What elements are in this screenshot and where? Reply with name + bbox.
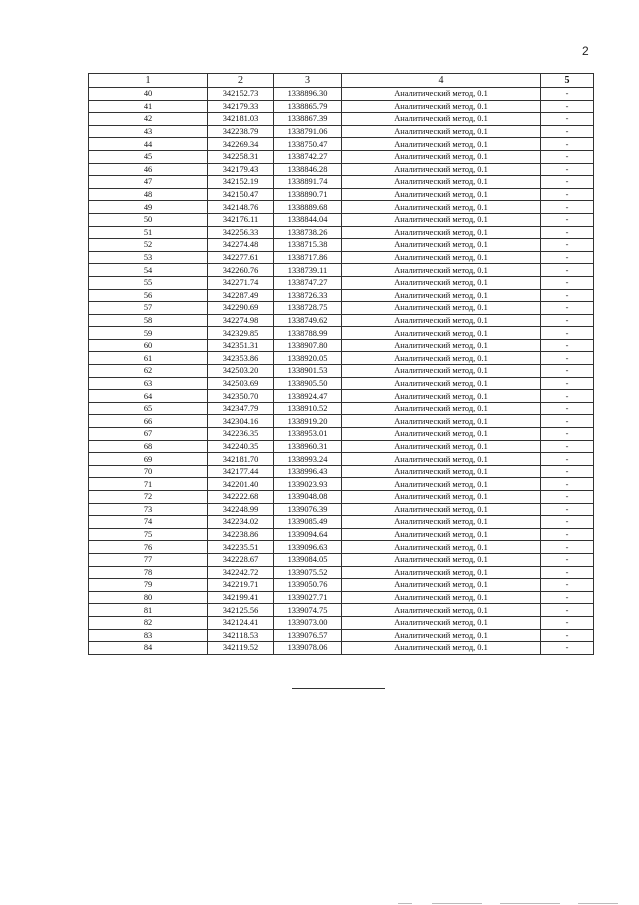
cell-col-5: -	[541, 188, 594, 201]
cell-x-coordinate: 342124.41	[208, 616, 274, 629]
cell-method: Аналитический метод, 0.1	[342, 188, 541, 201]
cell-method: Аналитический метод, 0.1	[342, 213, 541, 226]
table-row	[89, 616, 594, 629]
cell-method: Аналитический метод, 0.1	[342, 428, 541, 441]
cell-point-number: 58	[89, 314, 208, 327]
cell-point-number: 72	[89, 491, 208, 504]
cell-y-coordinate: 1339085.49	[274, 516, 342, 529]
header-col-5: 5	[541, 74, 594, 88]
cell-x-coordinate: 342119.52	[208, 642, 274, 655]
cell-col-5: -	[541, 465, 594, 478]
table-row	[89, 415, 594, 428]
table-row	[89, 125, 594, 138]
cell-x-coordinate: 342179.43	[208, 163, 274, 176]
table-row	[89, 289, 594, 302]
cell-col-5: -	[541, 579, 594, 592]
cell-y-coordinate: 1339075.52	[274, 566, 342, 579]
cell-y-coordinate: 1338889.68	[274, 201, 342, 214]
cell-point-number: 70	[89, 465, 208, 478]
cell-method: Аналитический метод, 0.1	[342, 239, 541, 252]
cell-col-5: -	[541, 491, 594, 504]
cell-x-coordinate: 342199.41	[208, 591, 274, 604]
cell-col-5: -	[541, 453, 594, 466]
cell-col-5: -	[541, 541, 594, 554]
table-row	[89, 276, 594, 289]
cell-y-coordinate: 1338891.74	[274, 176, 342, 189]
cell-y-coordinate: 1338726.33	[274, 289, 342, 302]
cell-col-5: -	[541, 138, 594, 151]
cell-y-coordinate: 1338924.47	[274, 390, 342, 403]
cell-method: Аналитический метод, 0.1	[342, 314, 541, 327]
cell-method: Аналитический метод, 0.1	[342, 113, 541, 126]
cell-method: Аналитический метод, 0.1	[342, 226, 541, 239]
cell-x-coordinate: 342290.69	[208, 302, 274, 315]
cell-col-5: -	[541, 276, 594, 289]
cell-x-coordinate: 342228.67	[208, 553, 274, 566]
cell-method: Аналитический метод, 0.1	[342, 528, 541, 541]
cell-x-coordinate: 342181.03	[208, 113, 274, 126]
cell-point-number: 46	[89, 163, 208, 176]
cell-col-5: -	[541, 629, 594, 642]
cell-point-number: 52	[89, 239, 208, 252]
cell-y-coordinate: 1338846.28	[274, 163, 342, 176]
cell-x-coordinate: 342353.86	[208, 352, 274, 365]
cell-method: Аналитический метод, 0.1	[342, 415, 541, 428]
cell-method: Аналитический метод, 0.1	[342, 579, 541, 592]
table-row	[89, 201, 594, 214]
table-row	[89, 163, 594, 176]
cell-y-coordinate: 1338996.43	[274, 465, 342, 478]
cell-point-number: 53	[89, 251, 208, 264]
header-y-coordinate: 3	[274, 74, 342, 88]
cell-y-coordinate: 1338901.53	[274, 365, 342, 378]
table-row	[89, 516, 594, 529]
cell-y-coordinate: 1338747.27	[274, 276, 342, 289]
cell-point-number: 57	[89, 302, 208, 315]
cell-x-coordinate: 342236.35	[208, 428, 274, 441]
cell-x-coordinate: 342256.33	[208, 226, 274, 239]
table-row	[89, 113, 594, 126]
cell-method: Аналитический метод, 0.1	[342, 302, 541, 315]
cell-col-5: -	[541, 339, 594, 352]
table-row	[89, 478, 594, 491]
table-row	[89, 377, 594, 390]
cell-x-coordinate: 342240.35	[208, 440, 274, 453]
cell-method: Аналитический метод, 0.1	[342, 327, 541, 340]
cell-point-number: 84	[89, 642, 208, 655]
cell-col-5: -	[541, 604, 594, 617]
cell-x-coordinate: 342248.99	[208, 503, 274, 516]
cell-method: Аналитический метод, 0.1	[342, 163, 541, 176]
cell-point-number: 61	[89, 352, 208, 365]
cell-y-coordinate: 1338919.20	[274, 415, 342, 428]
cell-x-coordinate: 342503.69	[208, 377, 274, 390]
header-x-coordinate: 2	[208, 74, 274, 88]
cell-method: Аналитический метод, 0.1	[342, 377, 541, 390]
footer-divider	[292, 688, 385, 689]
cell-method: Аналитический метод, 0.1	[342, 616, 541, 629]
table-row	[89, 339, 594, 352]
table-row	[89, 541, 594, 554]
cell-method: Аналитический метод, 0.1	[342, 440, 541, 453]
cell-method: Аналитический метод, 0.1	[342, 465, 541, 478]
cell-method: Аналитический метод, 0.1	[342, 251, 541, 264]
cell-x-coordinate: 342176.11	[208, 213, 274, 226]
cell-method: Аналитический метод, 0.1	[342, 553, 541, 566]
cell-point-number: 75	[89, 528, 208, 541]
cell-col-5: -	[541, 213, 594, 226]
cell-point-number: 79	[89, 579, 208, 592]
cell-y-coordinate: 1339078.06	[274, 642, 342, 655]
cell-point-number: 59	[89, 327, 208, 340]
cell-y-coordinate: 1339096.63	[274, 541, 342, 554]
cell-col-5: -	[541, 176, 594, 189]
cell-point-number: 48	[89, 188, 208, 201]
cell-y-coordinate: 1339076.39	[274, 503, 342, 516]
cell-point-number: 73	[89, 503, 208, 516]
cell-y-coordinate: 1338896.30	[274, 88, 342, 101]
cell-method: Аналитический метод, 0.1	[342, 503, 541, 516]
cell-y-coordinate: 1338890.71	[274, 188, 342, 201]
cell-x-coordinate: 342234.02	[208, 516, 274, 529]
cell-x-coordinate: 342238.79	[208, 125, 274, 138]
cell-col-5: -	[541, 327, 594, 340]
cell-point-number: 81	[89, 604, 208, 617]
cell-method: Аналитический метод, 0.1	[342, 276, 541, 289]
cell-x-coordinate: 342222.68	[208, 491, 274, 504]
table-row	[89, 528, 594, 541]
table-row	[89, 213, 594, 226]
cell-col-5: -	[541, 428, 594, 441]
header-point-number: 1	[89, 74, 208, 88]
cell-x-coordinate: 342277.61	[208, 251, 274, 264]
cell-method: Аналитический метод, 0.1	[342, 201, 541, 214]
cell-col-5: -	[541, 163, 594, 176]
cell-x-coordinate: 342258.31	[208, 150, 274, 163]
table-row	[89, 440, 594, 453]
cell-x-coordinate: 342125.56	[208, 604, 274, 617]
cell-method: Аналитический метод, 0.1	[342, 541, 541, 554]
table-row	[89, 491, 594, 504]
table-row	[89, 150, 594, 163]
scan-artifact-line	[578, 903, 618, 904]
header-row	[89, 74, 594, 88]
table-row	[89, 239, 594, 252]
cell-method: Аналитический метод, 0.1	[342, 339, 541, 352]
coordinates-table	[88, 73, 594, 655]
cell-method: Аналитический метод, 0.1	[342, 289, 541, 302]
cell-x-coordinate: 342235.51	[208, 541, 274, 554]
cell-method: Аналитический метод, 0.1	[342, 150, 541, 163]
table-row	[89, 553, 594, 566]
cell-col-5: -	[541, 591, 594, 604]
cell-point-number: 74	[89, 516, 208, 529]
cell-method: Аналитический метод, 0.1	[342, 125, 541, 138]
table-row	[89, 604, 594, 617]
cell-col-5: -	[541, 113, 594, 126]
cell-point-number: 78	[89, 566, 208, 579]
table-row	[89, 579, 594, 592]
scan-artifact-line	[500, 903, 560, 904]
table-row	[89, 428, 594, 441]
cell-col-5: -	[541, 289, 594, 302]
cell-y-coordinate: 1338738.26	[274, 226, 342, 239]
table-row	[89, 453, 594, 466]
cell-col-5: -	[541, 478, 594, 491]
table-row	[89, 176, 594, 189]
cell-x-coordinate: 342238.86	[208, 528, 274, 541]
cell-point-number: 56	[89, 289, 208, 302]
cell-col-5: -	[541, 616, 594, 629]
table-row	[89, 100, 594, 113]
cell-point-number: 63	[89, 377, 208, 390]
cell-point-number: 50	[89, 213, 208, 226]
cell-method: Аналитический метод, 0.1	[342, 138, 541, 151]
table-row	[89, 390, 594, 403]
cell-method: Аналитический метод, 0.1	[342, 566, 541, 579]
cell-col-5: -	[541, 352, 594, 365]
cell-method: Аналитический метод, 0.1	[342, 352, 541, 365]
cell-method: Аналитический метод, 0.1	[342, 591, 541, 604]
cell-point-number: 83	[89, 629, 208, 642]
cell-point-number: 80	[89, 591, 208, 604]
table-row	[89, 314, 594, 327]
cell-y-coordinate: 1339050.76	[274, 579, 342, 592]
table-row	[89, 352, 594, 365]
cell-col-5: -	[541, 100, 594, 113]
cell-y-coordinate: 1339094.64	[274, 528, 342, 541]
cell-y-coordinate: 1338905.50	[274, 377, 342, 390]
cell-x-coordinate: 342274.98	[208, 314, 274, 327]
cell-method: Аналитический метод, 0.1	[342, 629, 541, 642]
cell-y-coordinate: 1338867.39	[274, 113, 342, 126]
cell-method: Аналитический метод, 0.1	[342, 100, 541, 113]
table-row	[89, 327, 594, 340]
cell-x-coordinate: 342271.74	[208, 276, 274, 289]
cell-col-5: -	[541, 314, 594, 327]
cell-y-coordinate: 1338717.86	[274, 251, 342, 264]
cell-col-5: -	[541, 503, 594, 516]
cell-x-coordinate: 342287.49	[208, 289, 274, 302]
cell-col-5: -	[541, 516, 594, 529]
cell-point-number: 71	[89, 478, 208, 491]
cell-x-coordinate: 342347.79	[208, 402, 274, 415]
cell-x-coordinate: 342150.47	[208, 188, 274, 201]
cell-y-coordinate: 1338993.24	[274, 453, 342, 466]
cell-point-number: 82	[89, 616, 208, 629]
scan-artifact-line	[432, 903, 482, 904]
table-header	[89, 74, 594, 88]
cell-y-coordinate: 1338907.80	[274, 339, 342, 352]
cell-point-number: 45	[89, 150, 208, 163]
cell-x-coordinate: 342329.85	[208, 327, 274, 340]
cell-y-coordinate: 1338749.62	[274, 314, 342, 327]
cell-point-number: 66	[89, 415, 208, 428]
table-row	[89, 264, 594, 277]
cell-y-coordinate: 1339073.00	[274, 616, 342, 629]
cell-col-5: -	[541, 642, 594, 655]
cell-point-number: 65	[89, 402, 208, 415]
cell-x-coordinate: 342350.70	[208, 390, 274, 403]
cell-point-number: 43	[89, 125, 208, 138]
cell-point-number: 60	[89, 339, 208, 352]
cell-y-coordinate: 1338750.47	[274, 138, 342, 151]
cell-col-5: -	[541, 440, 594, 453]
cell-point-number: 67	[89, 428, 208, 441]
cell-point-number: 69	[89, 453, 208, 466]
cell-point-number: 68	[89, 440, 208, 453]
cell-x-coordinate: 342219.71	[208, 579, 274, 592]
table-row	[89, 566, 594, 579]
cell-point-number: 41	[89, 100, 208, 113]
cell-method: Аналитический метод, 0.1	[342, 478, 541, 491]
cell-point-number: 44	[89, 138, 208, 151]
cell-x-coordinate: 342177.44	[208, 465, 274, 478]
cell-col-5: -	[541, 201, 594, 214]
cell-method: Аналитический метод, 0.1	[342, 642, 541, 655]
cell-y-coordinate: 1339048.08	[274, 491, 342, 504]
cell-x-coordinate: 342351.31	[208, 339, 274, 352]
cell-method: Аналитический метод, 0.1	[342, 402, 541, 415]
cell-point-number: 49	[89, 201, 208, 214]
table-row	[89, 465, 594, 478]
cell-col-5: -	[541, 365, 594, 378]
cell-point-number: 51	[89, 226, 208, 239]
cell-method: Аналитический метод, 0.1	[342, 88, 541, 101]
cell-col-5: -	[541, 415, 594, 428]
cell-col-5: -	[541, 302, 594, 315]
cell-point-number: 77	[89, 553, 208, 566]
scan-artifact-line	[398, 903, 412, 904]
cell-method: Аналитический метод, 0.1	[342, 176, 541, 189]
cell-col-5: -	[541, 553, 594, 566]
cell-col-5: -	[541, 226, 594, 239]
table-row	[89, 138, 594, 151]
table-row	[89, 251, 594, 264]
cell-col-5: -	[541, 150, 594, 163]
cell-y-coordinate: 1338728.75	[274, 302, 342, 315]
cell-point-number: 54	[89, 264, 208, 277]
table-row	[89, 302, 594, 315]
cell-x-coordinate: 342179.33	[208, 100, 274, 113]
cell-x-coordinate: 342260.76	[208, 264, 274, 277]
cell-x-coordinate: 342274.48	[208, 239, 274, 252]
table-row	[89, 226, 594, 239]
cell-y-coordinate: 1339027.71	[274, 591, 342, 604]
table-row	[89, 591, 594, 604]
cell-method: Аналитический метод, 0.1	[342, 516, 541, 529]
page-number: 2	[582, 44, 589, 58]
cell-y-coordinate: 1338844.04	[274, 213, 342, 226]
cell-x-coordinate: 342304.16	[208, 415, 274, 428]
cell-x-coordinate: 342152.19	[208, 176, 274, 189]
cell-y-coordinate: 1338960.31	[274, 440, 342, 453]
cell-col-5: -	[541, 566, 594, 579]
cell-point-number: 76	[89, 541, 208, 554]
cell-point-number: 42	[89, 113, 208, 126]
cell-y-coordinate: 1338715.38	[274, 239, 342, 252]
cell-point-number: 55	[89, 276, 208, 289]
cell-method: Аналитический метод, 0.1	[342, 491, 541, 504]
cell-x-coordinate: 342201.40	[208, 478, 274, 491]
cell-col-5: -	[541, 377, 594, 390]
table-row	[89, 88, 594, 101]
cell-x-coordinate: 342181.70	[208, 453, 274, 466]
table-row	[89, 402, 594, 415]
cell-method: Аналитический метод, 0.1	[342, 453, 541, 466]
cell-y-coordinate: 1339023.93	[274, 478, 342, 491]
cell-y-coordinate: 1338742.27	[274, 150, 342, 163]
cell-y-coordinate: 1338865.79	[274, 100, 342, 113]
cell-col-5: -	[541, 251, 594, 264]
table-row	[89, 503, 594, 516]
table-body	[89, 88, 594, 655]
cell-y-coordinate: 1338791.06	[274, 125, 342, 138]
cell-col-5: -	[541, 402, 594, 415]
cell-point-number: 47	[89, 176, 208, 189]
cell-x-coordinate: 342242.72	[208, 566, 274, 579]
cell-y-coordinate: 1338953.01	[274, 428, 342, 441]
cell-y-coordinate: 1338910.52	[274, 402, 342, 415]
cell-y-coordinate: 1338788.99	[274, 327, 342, 340]
cell-col-5: -	[541, 264, 594, 277]
cell-y-coordinate: 1339074.75	[274, 604, 342, 617]
cell-col-5: -	[541, 528, 594, 541]
cell-y-coordinate: 1338920.05	[274, 352, 342, 365]
header-method: 4	[342, 74, 541, 88]
cell-col-5: -	[541, 239, 594, 252]
cell-x-coordinate: 342269.34	[208, 138, 274, 151]
cell-col-5: -	[541, 88, 594, 101]
cell-point-number: 40	[89, 88, 208, 101]
cell-x-coordinate: 342503.20	[208, 365, 274, 378]
table-row	[89, 642, 594, 655]
cell-y-coordinate: 1338739.11	[274, 264, 342, 277]
cell-point-number: 64	[89, 390, 208, 403]
table-row	[89, 365, 594, 378]
cell-col-5: -	[541, 125, 594, 138]
cell-x-coordinate: 342118.53	[208, 629, 274, 642]
cell-point-number: 62	[89, 365, 208, 378]
cell-y-coordinate: 1339084.05	[274, 553, 342, 566]
cell-method: Аналитический метод, 0.1	[342, 264, 541, 277]
cell-x-coordinate: 342152.73	[208, 88, 274, 101]
cell-col-5: -	[541, 390, 594, 403]
cell-x-coordinate: 342148.76	[208, 201, 274, 214]
table-row	[89, 629, 594, 642]
cell-method: Аналитический метод, 0.1	[342, 604, 541, 617]
cell-method: Аналитический метод, 0.1	[342, 365, 541, 378]
cell-y-coordinate: 1339076.57	[274, 629, 342, 642]
cell-method: Аналитический метод, 0.1	[342, 390, 541, 403]
table-row	[89, 188, 594, 201]
